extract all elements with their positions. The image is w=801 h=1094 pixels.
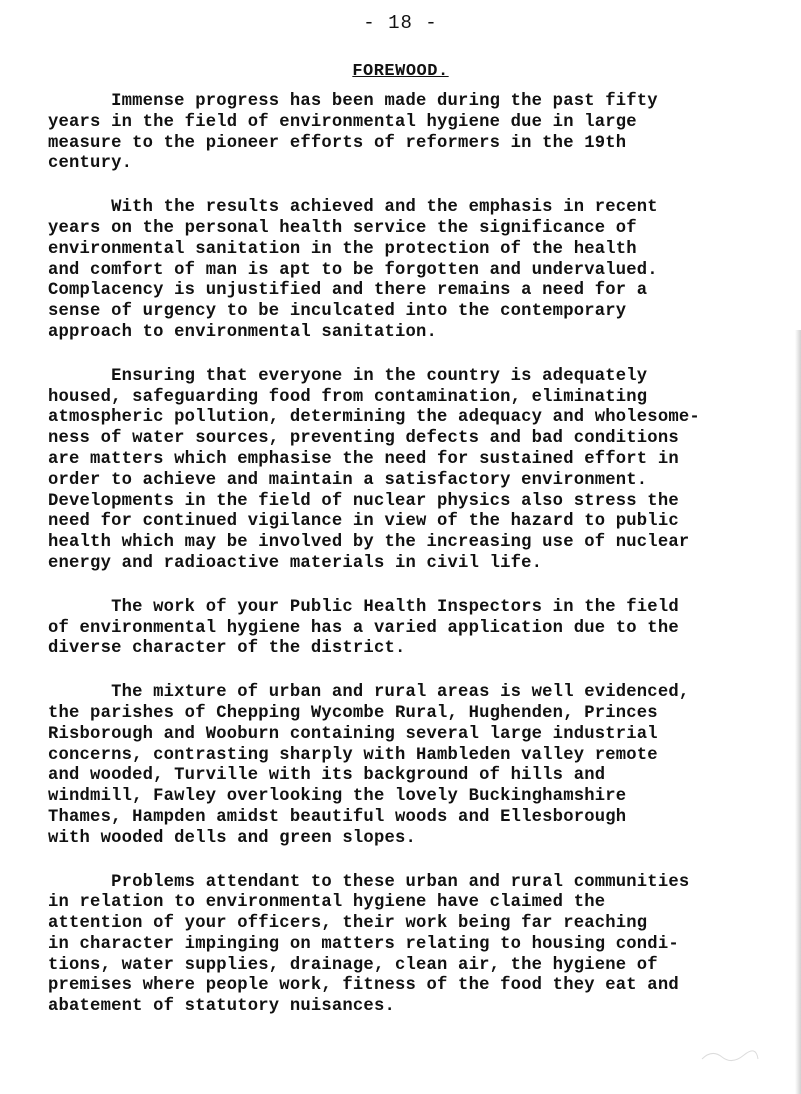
paragraph-6 [48,873,788,1019]
paragraph-5 [48,683,788,849]
text-line: Ensuring that everyone in the country is adequately [48,366,648,386]
text-line: in character impinging on matters relating to housing condi- [48,934,679,954]
body-text [48,92,788,1041]
text-line: years in the field of environmental hygiene due in large [48,112,637,132]
text-line: atmospheric pollution, determining the adequacy and wholesome- [48,408,700,428]
text-line: century. [48,154,133,174]
text-line: environmental sanitation in the protection of the health [48,239,637,259]
paragraph-1 [48,92,788,175]
text-line: Problems attendant to these urban and rural communities [48,872,690,892]
scan-smudge-mark [700,1045,760,1065]
text-line: diverse character of the district. [48,639,406,659]
text-line: with wooded dells and green slopes. [48,828,416,848]
text-line: energy and radioactive materials in civil life. [48,553,543,573]
text-line: health which may be involved by the increasing use of nuclear [48,533,690,553]
text-line: need for continued vigilance in view of the hazard to public [48,512,679,532]
text-line: windmill, Fawley overlooking the lovely Buckinghamshire [48,787,627,807]
text-line: abatement of statutory nuisances. [48,997,395,1017]
text-line: attention of your officers, their work being far reaching [48,914,648,934]
text-line: Developments in the field of nuclear physics also stress the [48,491,679,511]
text-line: in relation to environmental hygiene have claimed the [48,893,606,913]
text-line: concerns, contrasting sharply with Hambleden valley remote [48,745,658,765]
page-number: - 18 - [363,12,438,34]
text-line: approach to environmental sanitation. [48,322,438,342]
text-line: sense of urgency to be inculcated into the contemporary [48,302,627,322]
text-line: and wooded, Turville with its background of hills and [48,766,606,786]
text-line: and comfort of man is apt to be forgotten and undervalued. [48,260,658,280]
text-line: housed, safeguarding food from contamination, eliminating [48,387,648,407]
scan-edge-shadow [795,330,801,1094]
text-line: measure to the pioneer efforts of reformers in the 19th [48,133,627,153]
paragraph-4 [48,598,788,660]
text-line: are matters which emphasise the need for sustained effort in [48,449,679,469]
text-line: Risborough and Wooburn containing several large industrial [48,724,658,744]
text-line: The work of your Public Health Inspectors in the field [48,597,679,617]
text-line: tions, water supplies, drainage, clean air, the hygiene of [48,955,658,975]
paragraph-3 [48,367,788,575]
page-heading: FOREWOOD. [352,62,449,81]
paragraph-2 [48,198,788,344]
text-line: order to achieve and maintain a satisfactory environment. [48,470,648,490]
text-line: years on the personal health service the significance of [48,218,637,238]
text-line: the parishes of Chepping Wycombe Rural, Hughenden, Princes [48,703,658,723]
text-line: Thames, Hampden amidst beautiful woods and Ellesborough [48,807,627,827]
text-line: The mixture of urban and rural areas is well evidenced, [48,683,690,703]
text-line: ness of water sources, preventing defects and bad conditions [48,429,679,449]
text-line: With the results achieved and the emphasis in recent [48,198,658,218]
text-line: of environmental hygiene has a varied application due to the [48,618,679,638]
text-line: Immense progress has been made during the past fifty [48,92,658,111]
text-line: premises where people work, fitness of the food they eat and [48,976,679,996]
text-line: Complacency is unjustified and there remains a need for a [48,281,648,301]
